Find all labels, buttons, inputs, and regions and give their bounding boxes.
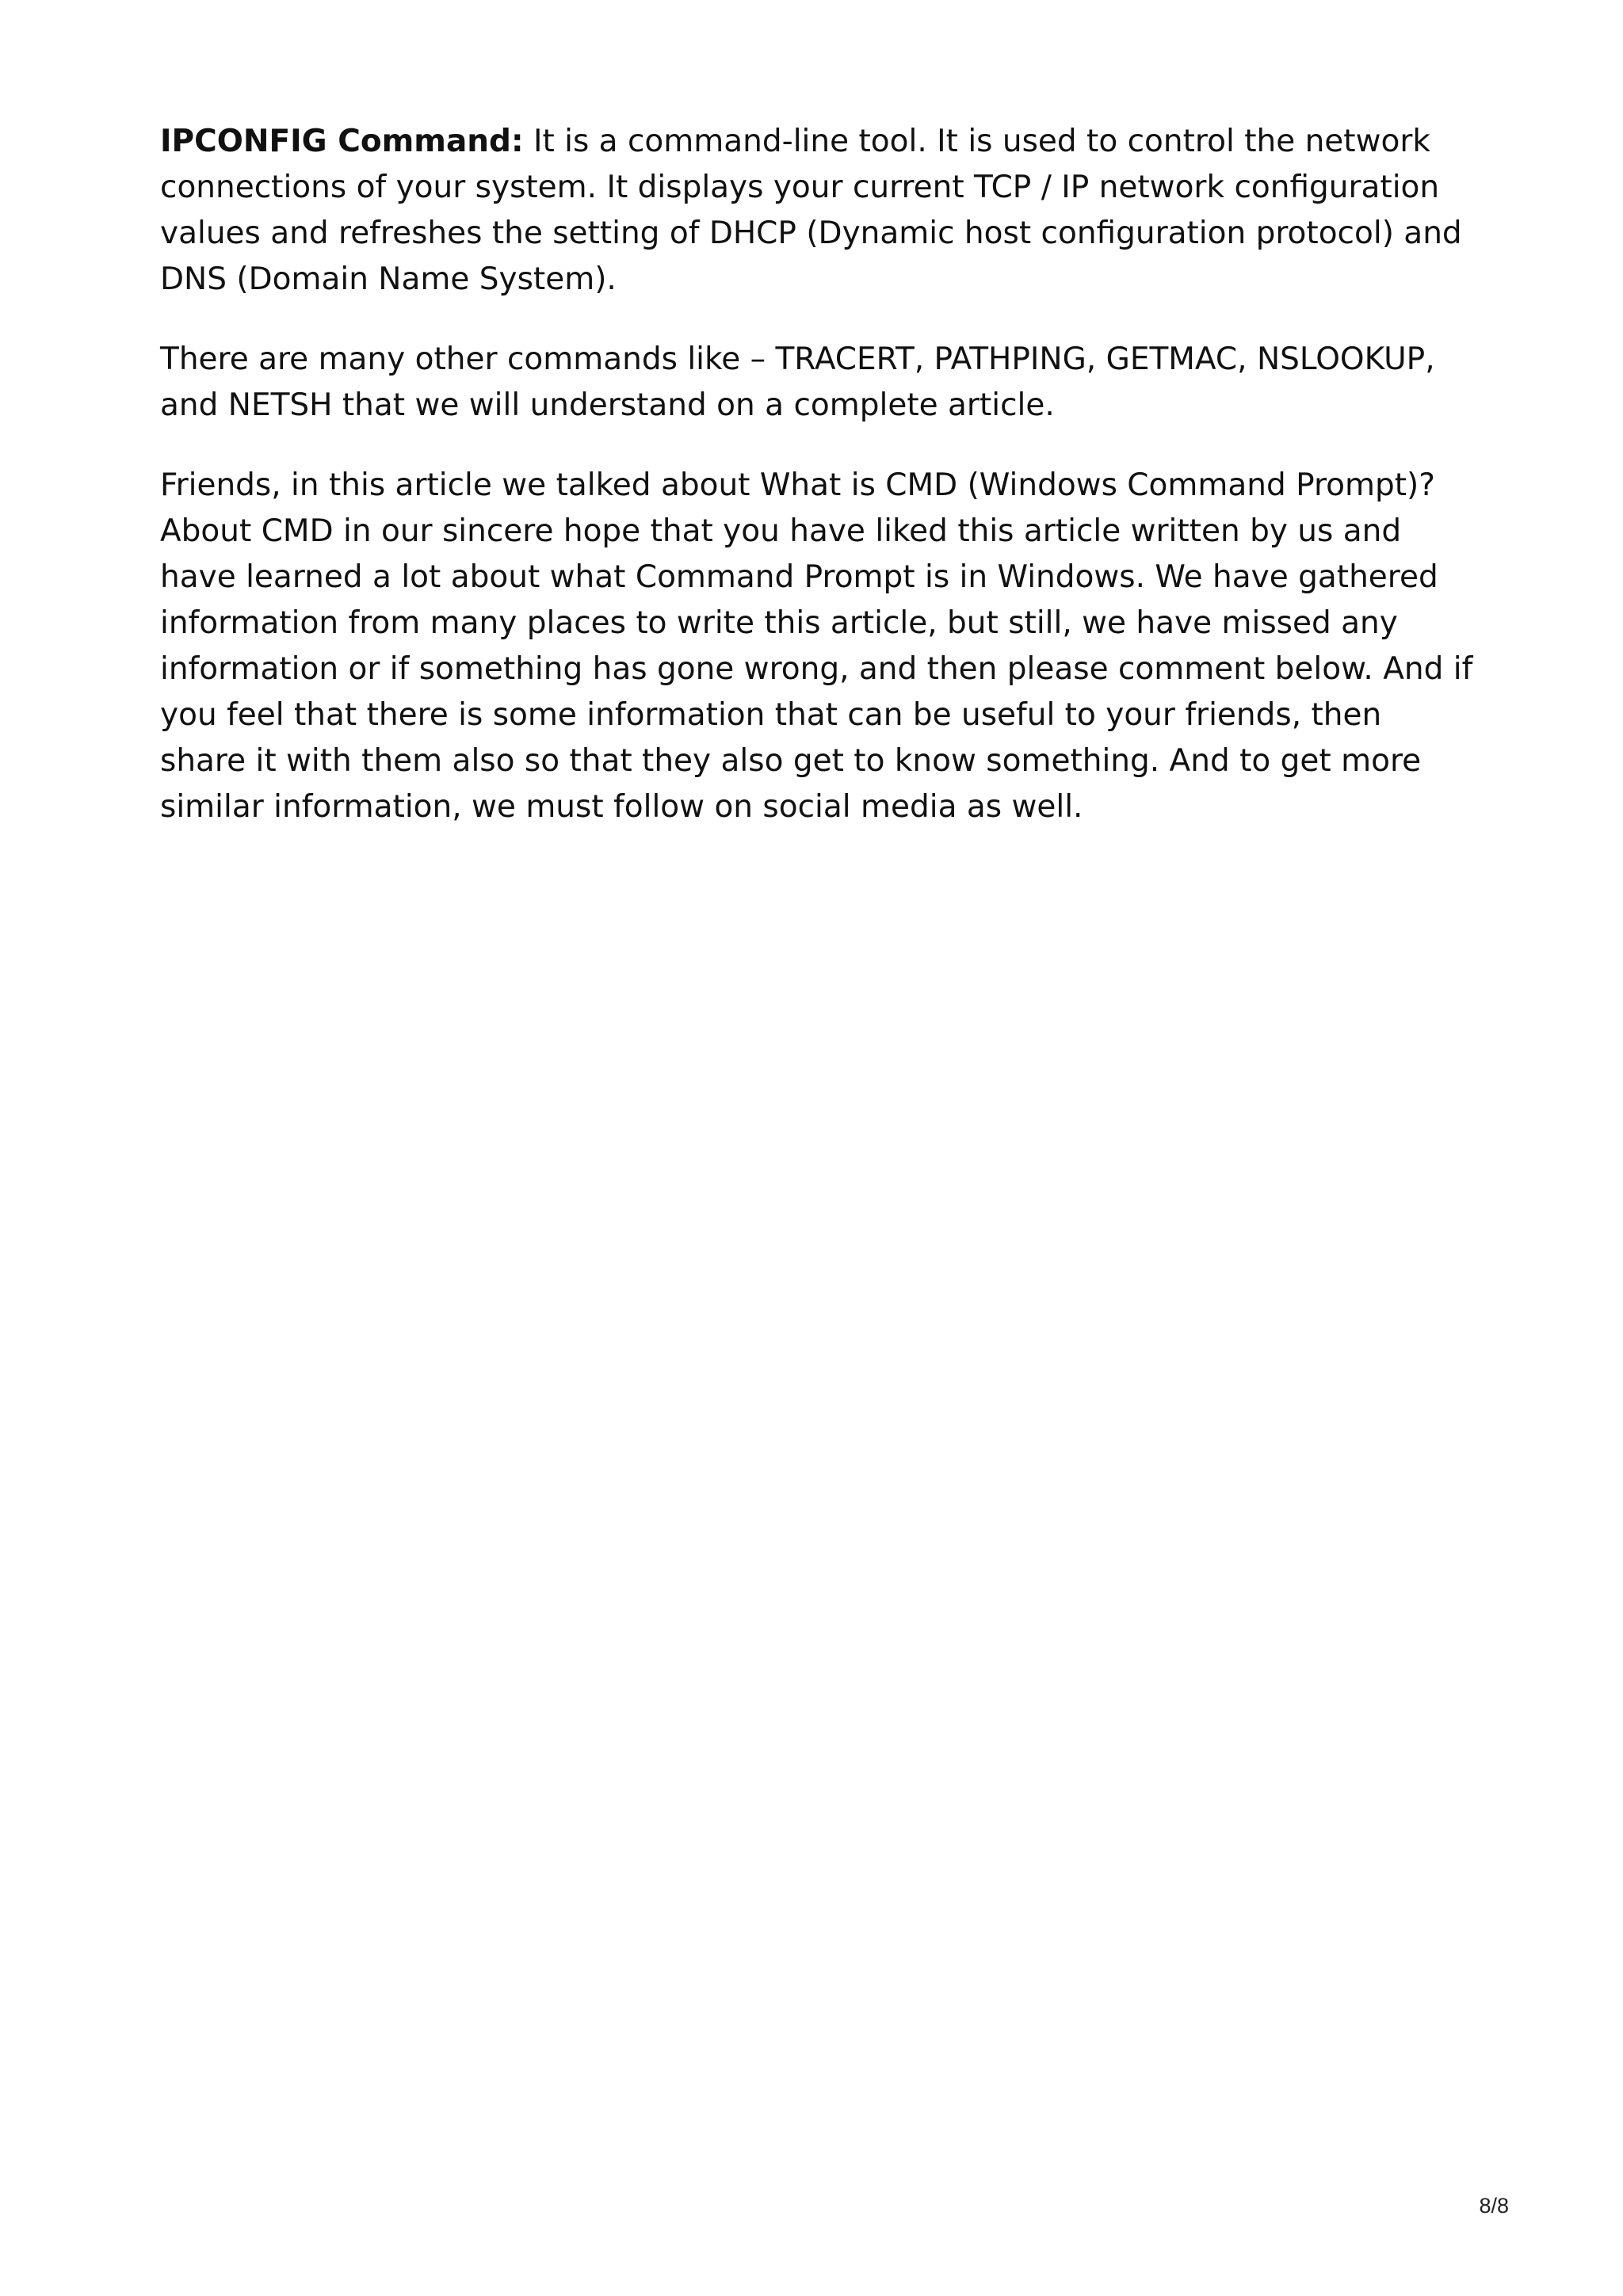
paragraph-other-commands <box>160 337 1476 429</box>
paragraph-lead: IPCONFIG Command: <box>160 124 524 159</box>
paragraph-text: There are many other commands like – TRACERT, PATHPING, GETMAC, NSLOOKUP, and NETSH that we will understand on a complete article. <box>160 341 1435 423</box>
paragraph-text: It is a command-line tool. It is used to control the network connections of your system. It displays your current TCP / IP network configuration values and refreshes the setting of DHCP (Dynamic host configuration protocol) and DNS (Domain Name System). <box>160 124 1462 297</box>
page-number: 8/8 <box>1479 2194 1509 2218</box>
article-body <box>160 119 1476 864</box>
paragraph-ipconfig <box>160 119 1476 303</box>
paragraph-text: Friends, in this article we talked about What is CMD (Windows Command Prompt)? About CMD in our sincere hope that you have liked this article written by us and have learned a lot about what Command Prompt is in Windows. We have gathered information from many places to write this article, but still, we have missed any information or if something has gone wrong, and then please comment below. And if you feel that there is some information that can be useful to your friends, then share it with them also so that they also get to know something. And to get more similar information, we must follow on social media as well. <box>160 467 1473 825</box>
paragraph-conclusion <box>160 463 1476 830</box>
